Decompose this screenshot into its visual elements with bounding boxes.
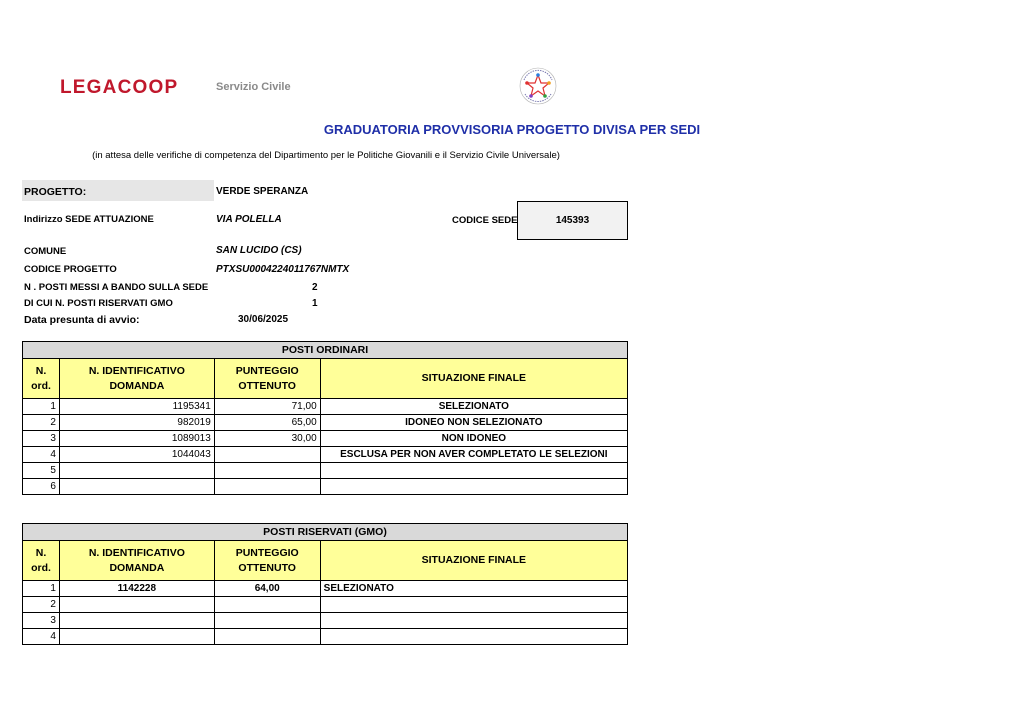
cell-situazione: NON IDONEO xyxy=(320,431,627,447)
cell-id: 1142228 xyxy=(59,581,214,597)
comune-label: COMUNE xyxy=(24,246,67,257)
posti-riservati-table xyxy=(22,523,628,645)
table-row xyxy=(23,629,628,645)
cell-id: 1044043 xyxy=(59,447,214,463)
cell-ord: 4 xyxy=(23,447,60,463)
col-header-situazione: SITUAZIONE FINALE xyxy=(320,359,627,399)
table-row xyxy=(23,415,628,431)
page-subtitle: (in attesa delle verifiche di competenza del Dipartimento per le Politiche Giovanili e il Servizio Civile Universale) xyxy=(92,150,560,161)
cell-punteggio xyxy=(214,447,320,463)
cell-situazione: ESCLUSA PER NON AVER COMPLETATO LE SELEZIONI xyxy=(320,447,627,463)
cell-ord: 1 xyxy=(23,399,60,415)
col-header-id: N. IDENTIFICATIVO DOMANDA xyxy=(59,541,214,581)
posti-bando-label: N . POSTI MESSI A BANDO SULLA SEDE xyxy=(24,282,209,293)
posti-bando-value: 2 xyxy=(312,282,318,293)
progetto-value: VERDE SPERANZA xyxy=(216,186,309,197)
col-header-punteggio: PUNTEGGIO OTTENUTO xyxy=(214,541,320,581)
progetto-label: PROGETTO: xyxy=(24,186,87,198)
cell-situazione: SELEZIONATO xyxy=(320,581,627,597)
cell-punteggio xyxy=(214,629,320,645)
comune-value: SAN LUCIDO (CS) xyxy=(216,245,302,256)
table-row xyxy=(23,431,628,447)
posti-ordinari-title: POSTI ORDINARI xyxy=(23,342,628,359)
cell-ord: 1 xyxy=(23,581,60,597)
codice-sede-label: CODICE SEDE xyxy=(452,215,518,226)
page-title: GRADUATORIA PROVVISORIA PROGETTO DIVISA PER SEDI xyxy=(323,122,701,137)
cell-situazione xyxy=(320,613,627,629)
cell-ord: 3 xyxy=(23,613,60,629)
col-header-situazione: SITUAZIONE FINALE xyxy=(320,541,627,581)
cell-id xyxy=(59,597,214,613)
cell-ord: 2 xyxy=(23,415,60,431)
cell-id xyxy=(59,479,214,495)
table-row xyxy=(23,597,628,613)
cell-situazione xyxy=(320,463,627,479)
cell-punteggio: 71,00 xyxy=(214,399,320,415)
posti-riservati-title: POSTI RISERVATI (GMO) xyxy=(23,524,628,541)
cell-id xyxy=(59,463,214,479)
cell-id xyxy=(59,629,214,645)
cell-ord: 2 xyxy=(23,597,60,613)
codice-progetto-label: CODICE PROGETTO xyxy=(24,264,117,275)
cell-id: 1089013 xyxy=(59,431,214,447)
table-row xyxy=(23,581,628,597)
indirizzo-value: VIA POLELLA xyxy=(216,214,282,225)
table-row xyxy=(23,399,628,415)
posti-ordinari-table xyxy=(22,341,628,495)
cell-punteggio xyxy=(214,463,320,479)
logo-subtitle: Servizio Civile xyxy=(216,81,291,93)
cell-id: 982019 xyxy=(59,415,214,431)
cell-id xyxy=(59,613,214,629)
col-header-ord: N. ord. xyxy=(23,541,60,581)
cell-punteggio xyxy=(214,597,320,613)
cell-id: 1195341 xyxy=(59,399,214,415)
legacoop-logo: LEGACOOP xyxy=(60,77,179,98)
cell-situazione xyxy=(320,629,627,645)
cell-situazione: IDONEO NON SELEZIONATO xyxy=(320,415,627,431)
col-header-id: N. IDENTIFICATIVO DOMANDA xyxy=(59,359,214,399)
cell-situazione xyxy=(320,597,627,613)
table-row xyxy=(23,479,628,495)
posti-gmo-value: 1 xyxy=(312,298,318,309)
cell-ord: 5 xyxy=(23,463,60,479)
table-row xyxy=(23,613,628,629)
data-avvio-value: 30/06/2025 xyxy=(238,314,289,325)
cell-punteggio xyxy=(214,479,320,495)
data-avvio-label: Data presunta di avvio: xyxy=(24,314,140,326)
cell-ord: 3 xyxy=(23,431,60,447)
cell-ord: 4 xyxy=(23,629,60,645)
table-row xyxy=(23,463,628,479)
codice-progetto-value: PTXSU0004224011767NMTX xyxy=(216,264,350,275)
indirizzo-label: Indirizzo SEDE ATTUAZIONE xyxy=(24,214,154,225)
posti-gmo-label: DI CUI N. POSTI RISERVATI GMO xyxy=(24,298,173,309)
cell-punteggio: 65,00 xyxy=(214,415,320,431)
cell-punteggio xyxy=(214,613,320,629)
codice-sede-value: 145393 xyxy=(517,201,628,240)
table-row xyxy=(23,447,628,463)
col-header-punteggio: PUNTEGGIO OTTENUTO xyxy=(214,359,320,399)
col-header-ord: N. ord. xyxy=(23,359,60,399)
cell-situazione: SELEZIONATO xyxy=(320,399,627,415)
cell-punteggio: 64,00 xyxy=(214,581,320,597)
cell-punteggio: 30,00 xyxy=(214,431,320,447)
servizio-civile-universale-logo xyxy=(518,66,558,106)
cell-ord: 6 xyxy=(23,479,60,495)
cell-situazione xyxy=(320,479,627,495)
